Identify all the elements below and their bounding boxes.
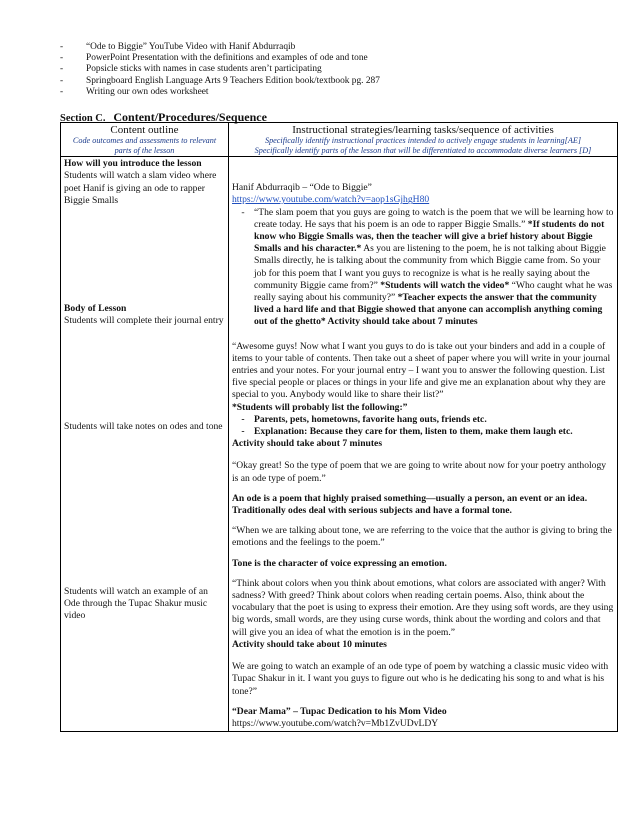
ode-definition: An ode is a poem that highly praised something—usually a person, an event or an idea. Traditionally odes deal with serious subjects and have a formal tone. [232, 492, 588, 517]
video-title: Hanif Abdurraqib – “Ode to Biggie” [232, 182, 372, 194]
expected-answers [232, 414, 614, 438]
list-item: - Popsicle sticks with names in case students aren’t participating [60, 64, 322, 75]
list-item: - Parents, pets, hometowns, favorite hang outs, friends etc. [241, 413, 487, 425]
example-video-title: “Dear Mama” – Tupac Dedication to his Mom Video [232, 705, 447, 717]
section-title: Content/Procedures/Sequence [113, 110, 267, 124]
content-outline-header: Content outline Code outcomes and assessments to relevant parts of the lesson [61, 123, 229, 157]
intro-outline: Students will watch a slam video where poet Hanif is giving an ode to rapper Biggie Smalls [64, 170, 217, 206]
example-paragraph: We are going to watch an example of an ode type of poem by watching a classic music video with Tupac Shakur in it. I want you guys to figure out who is he dedicating his song to and what is his tone?” [232, 661, 609, 697]
body-heading: Body of Lesson [64, 303, 127, 314]
video-link[interactable]: https://www.youtube.com/watch?v=aop1sGjhgH80 [232, 194, 430, 206]
lesson-plan-table [60, 122, 618, 732]
notes-paragraph-1: “Okay great! So the type of poem that we are going to write about now for your poetry anthology is an ode type of poem.” [232, 460, 607, 484]
body-time: Activity should take about 7 minutes [232, 438, 383, 450]
content-outline-cell [61, 157, 229, 732]
body-paragraph: “Awesome guys! Now what I want you guys to do is take out your binders and add in a couple of items to your table of contents. Then take out a sheet of paper where you will write in your journal entries and your notes. For your journal entry – I want you to answer the following question. List five special people or places or things in your life and give me an explanation about why they are special to you. Anybody would like to share their list?” [232, 340, 611, 401]
section-label: Section C. [60, 113, 106, 124]
intro-script [232, 207, 614, 329]
strategies-cell [229, 157, 618, 732]
materials-list [60, 42, 380, 98]
list-item: - Springboard English Language Arts 9 Teachers Edition book/textbook pg. 287 [60, 75, 380, 86]
strategies-header: Instructional strategies/learning tasks/sequence of activities Specifically identify instructional practices intended to actively engage students in learning[AE] Specifically identify parts of the lesson that will be differentiated to accommodate diverse learners [D] [229, 123, 618, 157]
list-item: - Writing our own odes worksheet [60, 86, 209, 97]
table-header-row [61, 123, 618, 157]
body-expectation: *Students will probably list the following:” [232, 401, 408, 413]
notes-outline: Students will take notes on odes and tone [64, 421, 223, 433]
body-outline: Students will complete their journal entry [64, 315, 224, 327]
intro-heading: How will you introduce the lesson [64, 158, 202, 170]
list-item: - PowerPoint Presentation with the definitions and examples of ode and tone [60, 53, 368, 64]
notes-time: Activity should take about 10 minutes [232, 638, 387, 650]
table-row [61, 157, 618, 732]
list-item: - Explanation: Because they care for them, listen to them, make them laugh etc. [241, 426, 573, 438]
list-item: - “The slam poem that you guys are going to watch is the poem that we will be learning how to create today. He says that his poem is an ode to rapper Biggie Smalls.” *If students do not know who Biggie Smalls was, then the teacher will give a brief history about Biggie Smalls and his character.* As you are listening to the poem, he is not talking about Biggie Smalls directly, he is talking about the community from which Biggie came from. So your job for this poem that I want you guys to recognize is what is he really saying about the community Biggie came from?” *Students will watch the video* “Who caught what he was really saying about his community?” *Teacher expects the answer that the community lived a hard life and that Biggie showed that anyone can accomplish anything coming out of the ghetto* Activity should take about 7 minutes [241, 206, 614, 328]
tone-definition: Tone is the character of voice expressing an emotion. [232, 557, 447, 569]
list-item: - “Ode to Biggie” YouTube Video with Hanif Abdurraqib [60, 42, 296, 52]
notes-paragraph-5: “Think about colors when you think about emotions, what colors are associated with anger? With sadness? With greed? Think about colors when reading certain poems. Also, think about the vocabulary that the poet is using to express their emotion. Are they using soft words, are they using big words, small words, are they using curse words, think about the wording and colors and that will give you an idea of what the emotion is in the poem.” [232, 577, 614, 638]
notes-paragraph-3: “When we are talking about tone, we are referring to the voice that the author is giving to bring the emotions and the feelings to the poem.” [232, 525, 612, 549]
example-video-link[interactable]: https://www.youtube.com/watch?v=Mb1ZvUDvLDY [232, 717, 439, 729]
example-outline: Students will watch an example of an Ode through the Tupac Shakur music video [64, 585, 208, 622]
